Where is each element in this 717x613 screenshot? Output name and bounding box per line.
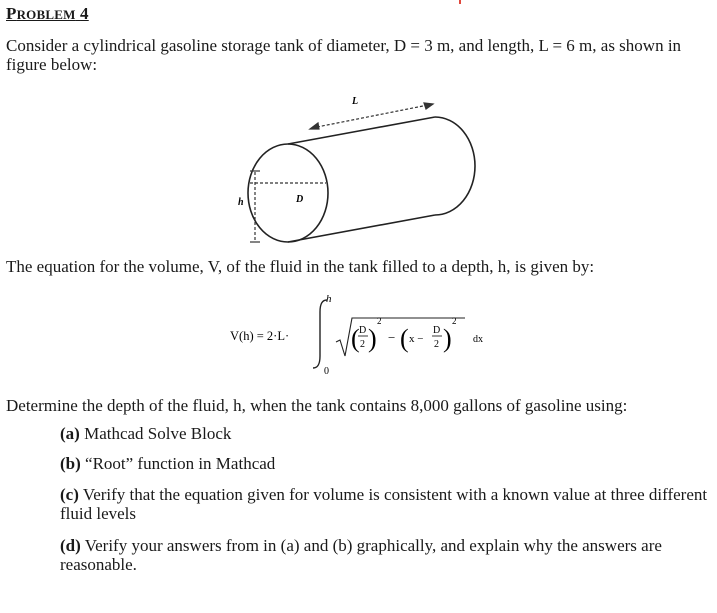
task-text: Determine the depth of the fluid, h, when the tank contains 8,000 gallons of gasoline using: bbox=[6, 396, 628, 415]
tank-top-line bbox=[288, 117, 435, 144]
volume-equation bbox=[230, 290, 510, 378]
d-numerator-2: D bbox=[433, 325, 441, 336]
two-denominator-1: 2 bbox=[360, 339, 365, 350]
item-d-label: (d) bbox=[60, 536, 81, 555]
minus-sign: − bbox=[388, 330, 396, 345]
paren-left-2: ( bbox=[400, 324, 409, 353]
tank-front-circle bbox=[248, 144, 328, 242]
equation-intro: The equation for the volume, V, of the fluid in the tank filled to a depth, h, is given by: bbox=[6, 257, 595, 276]
upper-limit: h bbox=[326, 293, 332, 305]
item-c-label: (c) bbox=[60, 485, 79, 504]
item-b bbox=[60, 454, 710, 473]
item-a-label: (a) bbox=[60, 424, 80, 443]
paren-right-2: ) bbox=[443, 324, 452, 353]
paren-left-1: ( bbox=[351, 324, 360, 353]
item-b-label: (b) bbox=[60, 454, 81, 473]
x-minus: x − bbox=[409, 333, 424, 345]
height-label: h bbox=[238, 197, 244, 208]
d-numerator-1: D bbox=[359, 325, 367, 336]
tank-back-arc bbox=[435, 117, 475, 215]
equation-lhs: V(h) = 2·L· bbox=[230, 329, 290, 343]
title-number: 4 bbox=[80, 4, 89, 23]
item-d bbox=[60, 536, 710, 574]
integral-sign bbox=[313, 300, 327, 368]
length-dimension bbox=[310, 103, 433, 129]
item-c-text: Verify that the equation given for volume is consistent with a known value at three different fluid levels bbox=[60, 485, 708, 523]
tank-figure bbox=[230, 92, 500, 244]
item-a bbox=[60, 424, 710, 443]
height-dimension bbox=[250, 171, 260, 242]
length-label: L bbox=[352, 96, 359, 107]
diameter-label: D bbox=[296, 194, 304, 205]
lower-limit: 0 bbox=[324, 366, 329, 377]
item-c bbox=[60, 485, 710, 523]
title-rest: ROBLEM bbox=[16, 7, 76, 22]
title-first-letter: P bbox=[6, 4, 17, 23]
paren-right-1: ) bbox=[368, 324, 377, 353]
red-mark bbox=[459, 0, 461, 4]
differential: dx bbox=[473, 334, 483, 345]
two-denominator-2: 2 bbox=[434, 339, 439, 350]
exponent-2: 2 bbox=[452, 316, 457, 326]
item-a-text: Mathcad Solve Block bbox=[84, 424, 232, 443]
item-b-text: “Root” function in Mathcad bbox=[85, 454, 276, 473]
intro-text: Consider a cylindrical gasoline storage tank of diameter, D = 3 m, and length, L = 6 m, as shown in figure below: bbox=[6, 36, 682, 74]
item-d-text: Verify your answers from in (a) and (b) graphically, and explain why the answers are reasonable. bbox=[60, 536, 662, 574]
tank-bottom-line bbox=[288, 215, 435, 242]
exponent-1: 2 bbox=[377, 316, 382, 326]
problem-title bbox=[6, 4, 89, 24]
